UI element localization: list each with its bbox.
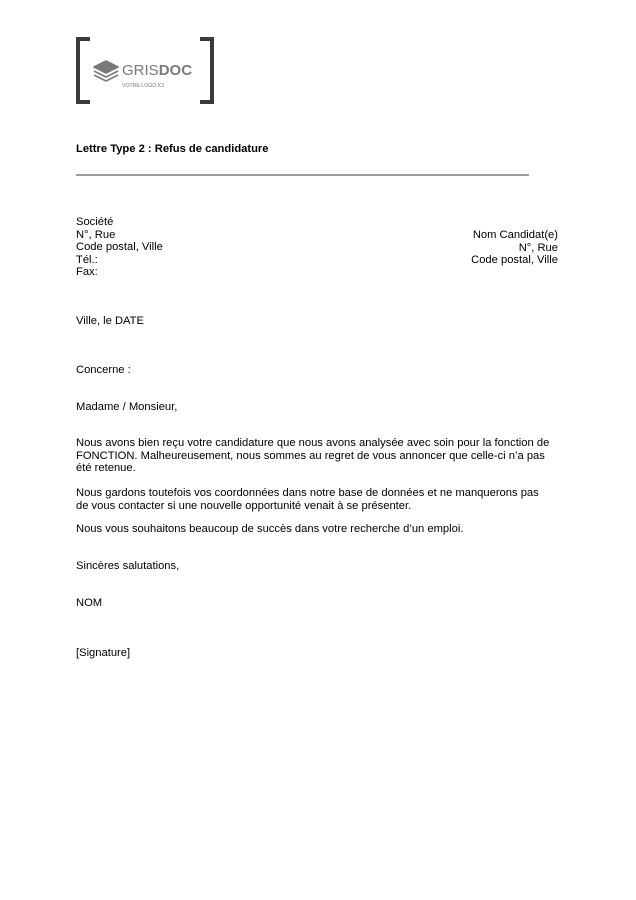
place-date: Ville, le DATE — [76, 315, 144, 327]
paragraph-2-line-2: de vous contacter si une nouvelle opportunité venait à se présenter. — [76, 499, 412, 512]
greeting: Madame / Monsieur, — [76, 401, 178, 413]
paragraph-1-line-1: Nous avons bien reçu votre candidature que nous avons analysée avec soin pour la fonction de — [76, 437, 550, 449]
subject-line: Concerne : — [76, 364, 131, 376]
body-paragraph-1 — [76, 437, 550, 475]
recipient-address — [471, 229, 558, 267]
sender-name: NOM — [76, 597, 103, 609]
sender-city: Code postal, Ville — [76, 241, 163, 254]
sender-company: Société — [76, 216, 114, 228]
recipient-name: Nom Candidat(e) — [472, 229, 558, 241]
title-divider — [76, 174, 529, 176]
logo-brand-bold: DOC — [158, 62, 193, 79]
logo-right-bracket — [200, 39, 212, 102]
closing-salutation: Sincères salutations, — [76, 560, 180, 572]
sender-fax: Fax: — [76, 266, 98, 279]
paragraph-3-line-1: Nous vous souhaitons beaucoup de succès dans votre recherche d’un emploi. — [76, 523, 464, 535]
document-title: Lettre Type 2 : Refus de candidature — [76, 143, 269, 155]
body-paragraph-2 — [76, 487, 546, 512]
logo-brand-light: GRIS — [122, 62, 159, 79]
sender-street: N°, Rue — [76, 228, 116, 241]
sender-phone: Tél.: — [76, 253, 98, 266]
logo-left-bracket — [78, 39, 90, 102]
signature-placeholder: [Signature] — [76, 647, 131, 659]
stacked-layers-icon — [94, 61, 118, 81]
recipient-city: Code postal, Ville — [471, 254, 558, 267]
paragraph-1-line-3: été retenue. — [76, 462, 136, 475]
company-logo — [76, 37, 214, 104]
logo-tagline: VOTRE LOGO ICI — [122, 83, 165, 89]
recipient-street: N°, Rue — [518, 241, 558, 254]
paragraph-2-line-1: Nous gardons toutefois vos coordonnées dans notre base de données et ne manquerons pas — [76, 487, 539, 499]
sender-address — [76, 216, 163, 279]
paragraph-1-line-2: FONCTION. Malheureusement, nous sommes au regret de vous annoncer que celle-ci n’a pas — [76, 449, 545, 462]
body-paragraph-3 — [76, 523, 546, 536]
logo-graphic — [76, 37, 214, 104]
logo-brand-text — [122, 62, 192, 79]
